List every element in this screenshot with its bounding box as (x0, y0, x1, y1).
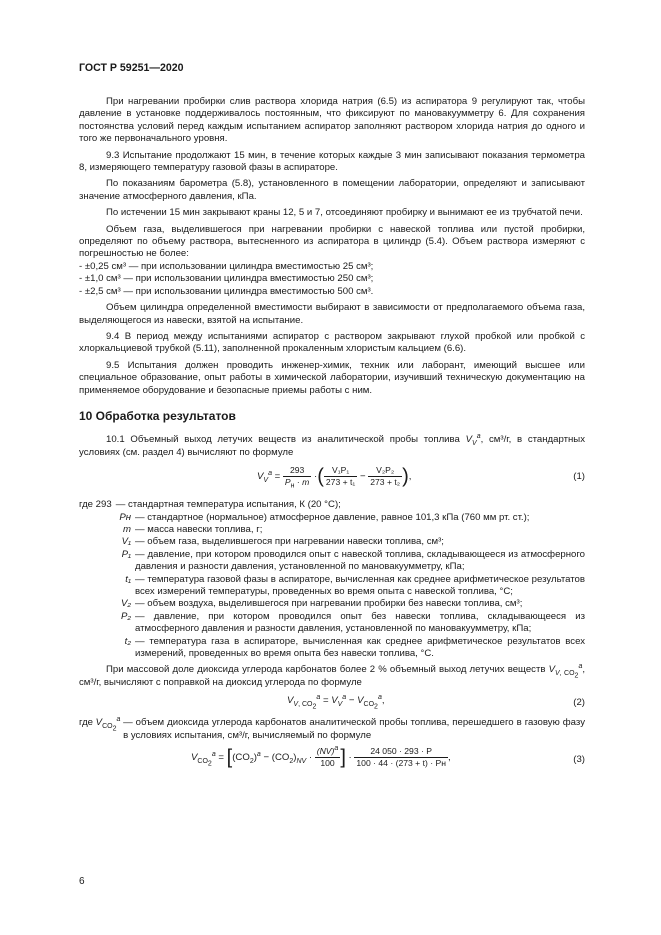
paragraph-9-4: 9.4 В период между испытаниями аспиратор с раствором закрывают глухой пробкой или пробкой с хлоркальциевой трубкой (5.11), заполненной прокаленным хлористым кальцием (6.6). (79, 330, 585, 355)
definition-p2: P₂ — давление, при котором проводился опыт без навески топлива, складывающееся из атмосферного давления и разности давления, установленной по мановакуумметру, кПа; (120, 610, 585, 635)
list-item-500: - ±2,5 см³ — при использовании цилиндра вместимостью 500 см³. (79, 285, 374, 297)
page-number: 6 (79, 876, 85, 887)
paragraph-gas-volume: Объем газа, выделившегося при нагревании пробирки с навеской топлива или пустой пробирки, определяют по объему раствора, вытесненного из аспиратора в цилиндр (5.4). Объем раствора измеряют с погрешностью не более: (79, 223, 585, 260)
formula-1: $V_V^a$ = $\frac{293}{P_н \cdot m}$ ·( $\frac{\text{V₁P₁}}{\text{273 + t₁}}$ − $\frac{\text{V₂P₂}}{\text{273 + t₂}}$ ), (1) (257, 465, 585, 490)
document-header: ГОСТ Р 59251—2020 (79, 62, 184, 74)
definition-v1: V₁ — объем газа, выделившегося при нагревании навески топлива, см³; (121, 536, 444, 548)
formula-2: $V_{V, CO_2}^a = V_V^a - V_{CO_2}^a$, (2) (287, 694, 585, 711)
definition-vco2: где $V_{CO_2}^a$ — объем диоксида углерода карбонатов аналитической пробы топлива, перешедшего в газовую фазу в условиях испытания, см³/г, вычисляемый по формуле (79, 716, 585, 741)
list-item-25: - ±0,25 см³ — при использовании цилиндра вместимостью 25 см³; (79, 260, 374, 272)
paragraph-co2-correction: При массовой доле диоксида углерода карбонатов более 2 % объемный выход летучих веществ $V_{V, CO_2}^a$, см³/г, вычисляют с поправкой на диоксид углерода по формуле (79, 663, 586, 688)
formula-3: $V_{CO_2}^a = [(CO_2)^a - (CO_2)_{NV}$ · $\frac{(NV)^a}{100}$ ] · $\frac{24 050 \cdot 293 \cdot P}{100 \cdot 44 \cdot (273 + t) \cdot Pн}$ , (3) (191, 745, 585, 769)
paragraph-barometer: По показаниям барометра (5.8), установленного в помещении лаборатории, определяют и записывают значение атмосферного давления, кПа. (79, 178, 585, 202)
definition-t2: t₂ — температура газа в аспираторе, вычисленная как среднее арифметическое результатов всех измерений, проведенных во время опыта без навески топлива, °C. (124, 635, 585, 660)
definition-m: m — масса навески топлива, г; (123, 523, 263, 535)
definition-t1: t₁ — температура газовой фазы в аспираторе, вычисленная как среднее арифметическое результатов всех измерений температуры, проведенных во время опыта с навеской топлива, °C; (125, 573, 585, 597)
formula-number-1: (1) (573, 471, 585, 483)
formula-number-3: (3) (573, 754, 585, 766)
list-item-250: - ±1,0 см³ — при использовании цилиндра вместимостью 250 см³; (79, 273, 374, 285)
definition-293: где 293 — стандартная температура испытания, К (20 °C); (79, 499, 341, 511)
paragraph-cylinder: Объем цилиндра определенной вместимости выбирают в зависимости от предполагаемого объема газа, выделяющегося из навески, взятой на испытание. (79, 302, 585, 326)
section-title: 10 Обработка результатов (79, 408, 236, 423)
definition-pn: Pн — стандартное (нормальное) атмосферное давление, равное 101,3 кПа (760 мм рт. ст.); (119, 511, 530, 523)
page-content (79, 96, 585, 782)
paragraph-9-5: 9.5 Испытания должен проводить инженер-химик, техник или лаборант, имеющий высшее или специальное образование, опыт работы в химической лаборатории, изучивший техническую документацию на применяемое оборудование и безопасные приемы работы с ним. (79, 359, 585, 396)
formula-number-2: (2) (573, 697, 585, 709)
paragraph-close-valves: По истечении 15 мин закрывают краны 12, 5 и 7, отсоединяют пробирку и вынимают ее из трубчатой печи. (106, 207, 583, 219)
paragraph-9-3: 9.3 Испытание продолжают 15 мин, в течение которых каждые 3 мин записывают показания термометра 8, измеряющего температуру газовой фазы в аспираторе. (79, 149, 585, 174)
paragraph-10-1: 10.1 Объемный выход летучих веществ из аналитической пробы топлива $V_V^a$, см³/г, в стандартных условиях (см. раздел 4) вычисляют по формуле (79, 433, 585, 458)
definition-v2: V₂ — объем воздуха, выделившегося при нагревании пробирки без навески топлива, см³; (120, 598, 523, 610)
paragraph-heating: При нагревании пробирки слив раствора хлорида натрия (6.5) из аспиратора 9 регулируют так, чтобы давление в установке поддерживалось постоянным, что фиксируют по мановакуумметру 6. Для сохранения постоянства условий перед каждым испытанием аспиратор заполняют раствором хлорида натрия до одного и того же первоначального уровня. (79, 96, 585, 145)
definitions-list (79, 499, 585, 660)
definition-p1: P₁ — давление, при котором проводился опыт с навеской топлива, складывающееся из атмосферного давления и разности давления, установленной по мановакуумметру, кПа; (121, 548, 585, 573)
